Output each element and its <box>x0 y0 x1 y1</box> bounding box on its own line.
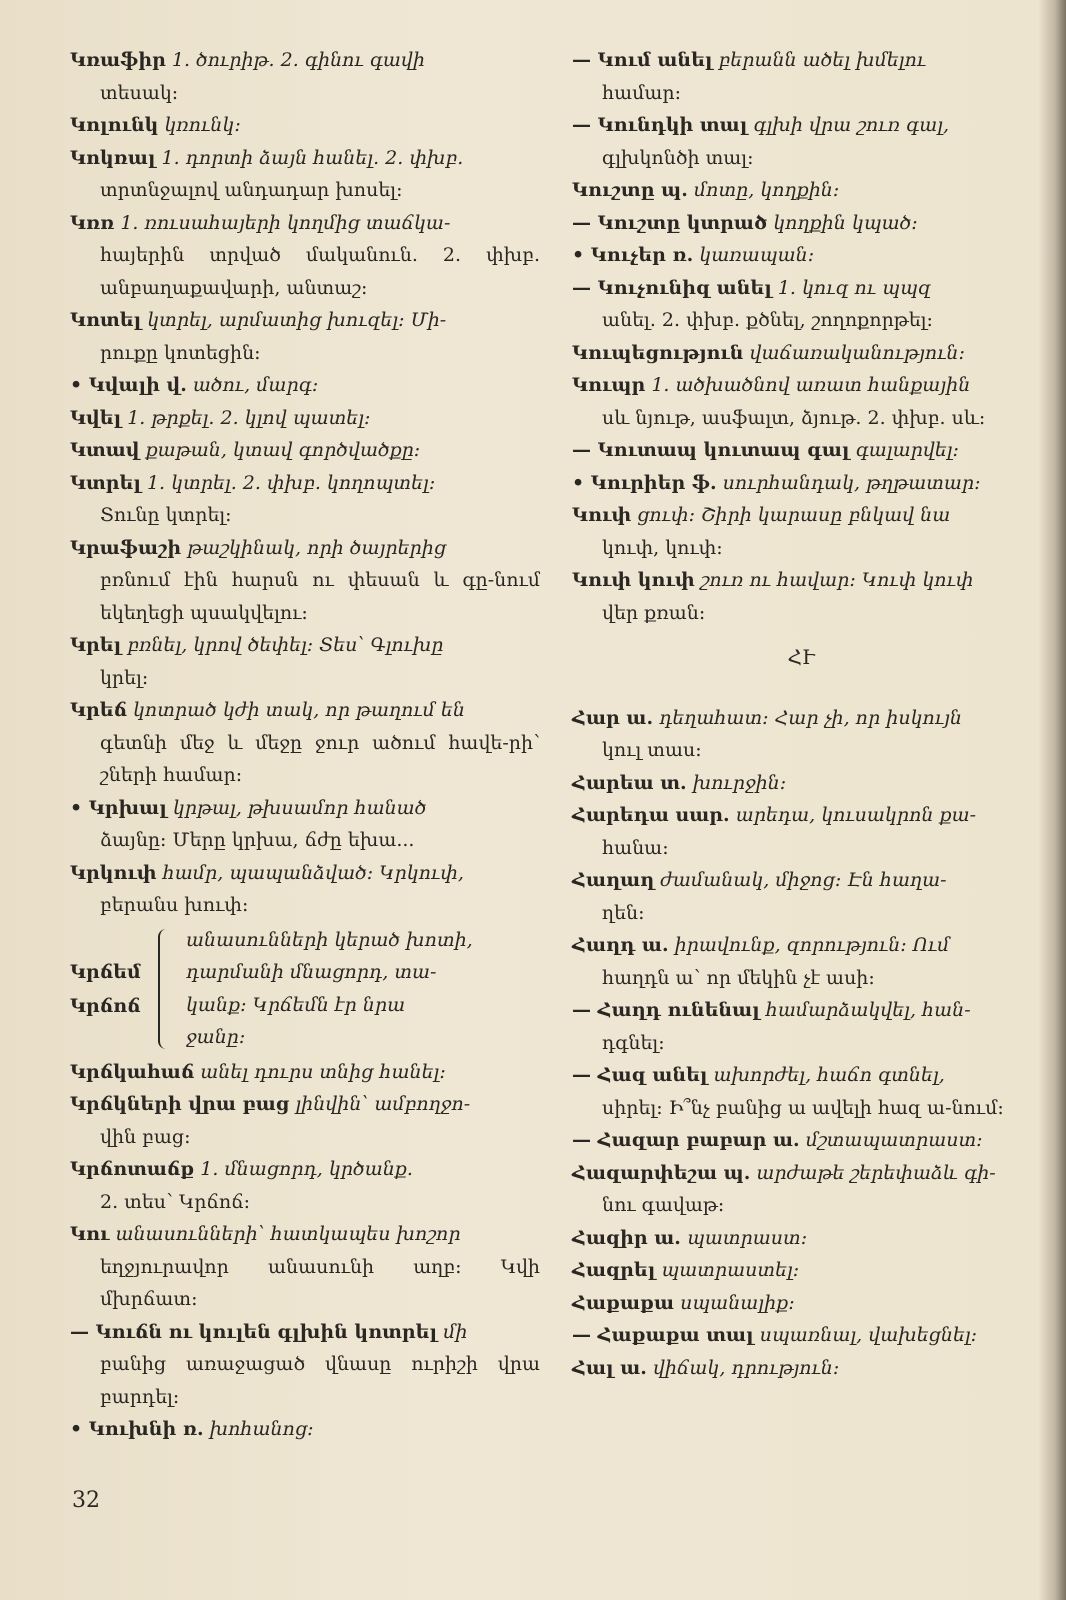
entry-headword: • Կուրիեր ֆ. <box>572 471 717 494</box>
entry-headword: — Կում անել <box>572 49 713 71</box>
entry-headword: Կրել <box>70 634 122 656</box>
entry-headword: — Հազ անել <box>572 1064 708 1086</box>
entry-continuation: հայերին տրված մականուն. 2. փխբ. անբաղաքավարի, անտաշ։ <box>100 244 540 299</box>
dictionary-entry <box>572 239 1030 272</box>
entry-continuation: գետնի մեջ և մեջը ջուր ածում հավե-րի՝ շների համար։ <box>100 731 540 786</box>
dictionary-entry <box>572 434 1030 467</box>
brace-headwords <box>70 955 158 1023</box>
dictionary-entry <box>572 337 1030 370</box>
entry-headword: — Կուշտը կտրած <box>572 211 768 234</box>
entry-definition: պատրաստել։ <box>661 1259 800 1281</box>
dictionary-entry <box>70 1413 540 1446</box>
entry-definition: գլխի վրա շուռ գալ, <box>753 114 950 136</box>
entry-definition: վաճառականություն։ <box>749 341 965 364</box>
entry-headword: Հազիր ա. <box>572 1226 681 1249</box>
entry-continuation: հաղդն ա՝ որ մեկին չէ ասի։ <box>602 966 875 989</box>
left-column <box>70 44 540 1446</box>
entry-definition: կոտրած կժի տակ, որ թաղում են <box>133 699 465 721</box>
dictionary-entry <box>70 1153 540 1218</box>
entry-definition: արեդա, կուսակրոն քա- <box>735 804 977 826</box>
dictionary-entry <box>572 1287 1030 1320</box>
dictionary-entry <box>70 402 540 435</box>
entry-definition: կրթալ, թխսամոր հանած <box>172 796 427 819</box>
dictionary-entry <box>572 1254 1030 1287</box>
dictionary-entry <box>70 142 540 207</box>
dictionary-entry <box>70 629 540 694</box>
dictionary-entry <box>70 1088 540 1153</box>
dictionary-entry <box>572 929 1030 994</box>
left-entries <box>70 44 540 922</box>
entry-definition: արժաթե շերեփաձև գի- <box>756 1161 996 1184</box>
entry-continuation: հանա։ <box>602 836 669 859</box>
dictionary-entry <box>572 207 1030 240</box>
entry-definition: 1. ռուսահայերի կողմից տաճկա- <box>120 211 451 234</box>
entry-definition: խուրջին։ <box>692 771 787 794</box>
entry-headword: • Կվալի վ. <box>70 374 187 396</box>
entry-headword: Կրեճ <box>70 699 127 721</box>
entry-definition: 1. դորտի ձայն հանել. 2. փխբ. <box>161 146 464 169</box>
dictionary-entry <box>572 499 1030 564</box>
entry-headword: Կրճկների վրա բաց <box>70 1093 290 1115</box>
entry-definition: դեղահատ։ Հար չի, որ իսկույն <box>659 706 962 729</box>
entry-continuation: վին բաց։ <box>100 1125 191 1148</box>
entry-headword: — Հազար բաբար ա. <box>572 1129 800 1151</box>
entry-definition: քաթան, կտավ գործվածքը։ <box>145 439 421 461</box>
dictionary-entry <box>572 109 1030 174</box>
entry-definition: 1. մնացորդ, կրծանք. <box>200 1158 413 1180</box>
dictionary-entry <box>572 1352 1030 1385</box>
dictionary-entry <box>572 369 1030 434</box>
left-entries-continued <box>70 1056 540 1446</box>
entry-definition: 1. կուզ ու պպզ <box>777 276 931 299</box>
entry-continuation: տրտնջալով անդադար խոսել։ <box>100 179 403 201</box>
brace-line: դարմանի մնացորդ, տա- <box>186 961 437 983</box>
entry-continuation: վեր քռան։ <box>602 601 706 624</box>
entry-headword: — Կուճն ու կուլեն գլխին կոտրել <box>70 1320 438 1343</box>
entry-headword: Կու <box>70 1223 110 1245</box>
entry-continuation: 2. տես՝ Կրճոճ։ <box>100 1190 251 1213</box>
entry-headword: Կրճոտաճք <box>70 1158 195 1180</box>
entry-definition: մի <box>443 1320 468 1343</box>
entry-headword: Կոտել <box>70 309 142 331</box>
dictionary-entry <box>572 44 1030 109</box>
dictionary-entry <box>70 109 540 142</box>
dictionary-entry <box>70 207 540 305</box>
dictionary-entry <box>572 1222 1030 1255</box>
dictionary-entry <box>70 792 540 857</box>
entry-continuation: բերանս խուփ։ <box>100 894 249 916</box>
entry-definition: կտրել, արմատից խուզել։ Մի- <box>147 309 447 331</box>
entry-definition: սուրհանդակ, թղթատար։ <box>722 471 981 494</box>
entry-definition: կառապան։ <box>699 244 815 266</box>
entry-definition: ախորժել, հաճո գտնել, <box>713 1064 945 1086</box>
dictionary-entry <box>70 467 540 532</box>
brace-line: ջանը։ <box>186 1026 246 1048</box>
entry-headword: Կրճկահաճ <box>70 1060 195 1083</box>
dictionary-entry <box>70 1056 540 1089</box>
entry-definition: 1. կտրել. 2. փխբ. կողոպտել։ <box>146 471 436 494</box>
entry-continuation: րուքը կոտեցին։ <box>100 341 261 364</box>
entry-definition: մշտապատրաստ։ <box>805 1129 983 1151</box>
entry-definition: շուռ ու հավար։ Կուփ կուփ <box>700 569 974 591</box>
entry-definition: ժամանակ, միջոց։ Էն հաղա- <box>660 869 947 891</box>
entry-continuation: անել. 2. փխբ. քծնել, շողոքորթել։ <box>602 309 933 331</box>
entry-continuation: տեսակ։ <box>100 81 179 104</box>
dictionary-entry <box>572 1059 1030 1124</box>
dictionary-entry <box>70 1316 540 1414</box>
entry-definition: իրավունք, զորություն։ Ում <box>674 934 950 956</box>
dictionary-entry <box>572 1124 1030 1157</box>
brace-definition <box>186 924 540 1054</box>
entry-headword: Կտավ <box>70 439 140 461</box>
right-column <box>572 44 1030 1384</box>
brace-headword: Կրճոճ <box>70 994 141 1017</box>
dictionary-entry <box>572 994 1030 1059</box>
dictionary-entry <box>572 564 1030 629</box>
entry-definition: անել դուրս տնից հանել։ <box>200 1060 446 1083</box>
entry-headword: Հալ ա. <box>572 1356 647 1379</box>
dictionary-entry <box>70 694 540 792</box>
entry-continuation: ձայնը։ Մերը կրխա, ճժը եխա... <box>100 829 415 851</box>
dictionary-entry <box>70 857 540 922</box>
dictionary-entry <box>70 304 540 369</box>
entry-definition: սպառնալ, վախեցնել։ <box>759 1324 978 1346</box>
curly-brace <box>158 929 176 1049</box>
right-entries <box>572 44 1030 629</box>
entry-headword: Կուփ <box>572 504 632 526</box>
entry-definition: վիճակ, դրություն։ <box>652 1356 840 1379</box>
entry-definition: 1. ծուրիթ. 2. գինու գավի <box>171 49 425 71</box>
page-number: 32 <box>72 1488 100 1513</box>
entry-headword: • Կրխալ <box>70 796 167 819</box>
entry-headword: Հաղաղ <box>572 869 655 891</box>
entry-continuation: նու գավաթ։ <box>602 1194 725 1216</box>
entry-definition: սպանալիք։ <box>680 1291 795 1314</box>
page-gutter-shadow <box>1038 0 1066 1600</box>
entry-headword: Կուպեցություն <box>572 341 744 364</box>
dictionary-entry <box>70 44 540 109</box>
entry-continuation: Տունը կտրել։ <box>100 504 232 526</box>
brace-entry <box>70 924 540 1054</box>
dictionary-entry <box>572 467 1030 500</box>
entry-definition: բերանն ածել խմելու <box>718 49 927 71</box>
entry-definition: 1. ածխածնով առատ հանքային <box>651 374 971 396</box>
entry-definition: անասունների՝ հատկապես խոշոր <box>115 1223 461 1245</box>
entry-continuation: համար։ <box>602 81 682 104</box>
dictionary-entry <box>572 864 1030 929</box>
brace-line: անասունների կերած խոտի, <box>186 928 473 951</box>
entry-headword: Կոկռալ <box>70 146 156 169</box>
entry-continuation: բանից առաջացած վնասը ուրիշի վրա բարդել։ <box>100 1353 540 1408</box>
brace-line: կանք։ Կրճեմն էր նրա <box>186 993 406 1016</box>
entry-continuation: կուփ, կուփ։ <box>602 536 723 559</box>
entry-definition: ցուփ։ Շիրի կարասը բնկավ նա <box>637 504 951 526</box>
entry-continuation: դգնել։ <box>602 1031 665 1054</box>
entry-continuation: կուլ տաս։ <box>602 739 702 761</box>
entry-headword: Հազարփեշա պ. <box>572 1161 751 1184</box>
dictionary-entry <box>572 702 1030 767</box>
entry-continuation: կրել։ <box>100 666 149 689</box>
entry-definition: կռունկ։ <box>164 114 241 136</box>
entry-headword: Հար ա. <box>572 706 654 729</box>
entry-headword: • Կուխնի ռ. <box>70 1418 204 1440</box>
entry-definition: բռնել, կրով ծեփել։ Տես՝ Գլուխը <box>127 634 444 656</box>
entry-definition: խոհանոց։ <box>209 1418 314 1440</box>
entry-definition: լինվին՝ ամբողջո- <box>295 1093 471 1115</box>
entry-headword: Կուպր <box>572 374 646 396</box>
entry-headword: — Հաղդ ունենալ <box>572 999 760 1021</box>
entry-headword: Հարեդա սար. <box>572 804 730 826</box>
entry-headword: Կվել <box>70 406 122 429</box>
entry-headword: Հարեա տ. <box>572 771 687 794</box>
entry-continuation: եղջյուրավոր անասունի աղբ։ Կվի մխրճատ։ <box>100 1255 540 1310</box>
entry-definition: ածու, մարգ։ <box>192 374 319 396</box>
entry-headword: — Կուտապ կուտապ գալ <box>572 439 850 461</box>
entry-headword: Կրաֆաշի <box>70 536 182 559</box>
dictionary-entry <box>572 767 1030 800</box>
entry-headword: Հաղդ ա. <box>572 934 669 956</box>
dictionary-entry <box>572 174 1030 207</box>
dictionary-entry <box>572 1157 1030 1222</box>
section-divider: ՀՒ <box>787 645 815 669</box>
entry-definition: կողքին կպած։ <box>773 211 918 234</box>
dictionary-entry <box>572 799 1030 864</box>
entry-definition: 1. թրքել. 2. կլով պատել։ <box>127 406 371 429</box>
entry-continuation: սև նյութ, ասֆալտ, ձյութ. 2. փխբ. սև։ <box>602 406 986 429</box>
entry-definition: պատրաստ։ <box>686 1226 808 1249</box>
entry-continuation: ղեն։ <box>602 901 645 924</box>
entry-headword: — Կուչունիզ անել <box>572 276 772 299</box>
dictionary-entry <box>70 369 540 402</box>
entry-continuation: բռնում էին հարսն ու փեսան և գը-նում եկեղեցի պսակվելու։ <box>100 569 540 624</box>
dictionary-entry <box>70 1218 540 1316</box>
entry-headword: Կռռ <box>70 211 115 234</box>
entry-headword: Հազրել <box>572 1259 656 1281</box>
brace-headword: Կրճեմ <box>70 960 141 983</box>
entry-definition: համր, պապանձված։ Կրկուփ, <box>162 861 464 884</box>
entry-continuation: սիրել։ Ի՞նչ բանից ա ավելի հազ ա-նում։ <box>602 1096 1004 1119</box>
entry-headword: Կռաֆիր <box>70 49 166 71</box>
entry-headword: • Կուչեր ռ. <box>572 244 694 266</box>
entry-headword: Կտրել <box>70 471 141 494</box>
entry-definition: համարձակվել, հան- <box>765 999 971 1021</box>
entry-continuation: գլխկոնծի տալ։ <box>602 146 754 169</box>
entry-headword: Կուշտը պ. <box>572 179 688 201</box>
entry-headword: Հաքաքա <box>572 1291 675 1314</box>
entry-headword: Կուփ կուփ <box>572 569 695 591</box>
entry-definition: մոտը, կողքին։ <box>693 179 840 201</box>
dictionary-entry <box>572 1319 1030 1352</box>
right-entries-continued <box>572 702 1030 1385</box>
dictionary-entry <box>70 532 540 630</box>
entry-headword: Կոլունկ <box>70 114 159 136</box>
entry-definition: թաշկինակ, որի ծայրերից <box>187 536 447 559</box>
dictionary-entry <box>572 272 1030 337</box>
dictionary-entry <box>70 434 540 467</box>
entry-headword: Կրկուփ <box>70 861 157 884</box>
entry-definition: գալարվել։ <box>855 439 959 461</box>
entry-headword: — Կունդկի տալ <box>572 114 748 136</box>
entry-headword: — Հաքաքա տալ <box>572 1324 754 1346</box>
